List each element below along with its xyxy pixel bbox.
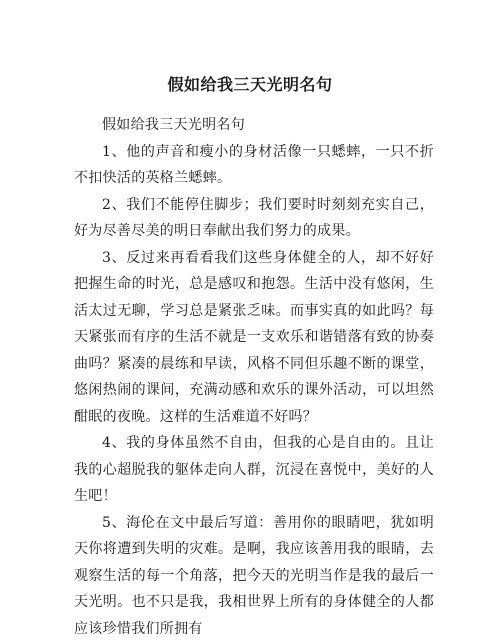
document-title: 假如给我三天光明名句 <box>0 74 500 96</box>
paragraph-subtitle: 假如给我三天光明名句 <box>74 112 434 139</box>
paragraph-quote-1: 1、他的声音和瘦小的身材活像一只蟋蟀，一只不折不扣快活的英格兰蟋蟀。 <box>74 139 434 192</box>
document-body <box>74 112 434 642</box>
paragraph-quote-2: 2、我们不能停住脚步；我们要时时刻刻充实自己，好为尽善尽美的明日奉献出我们努力的成果。 <box>74 192 434 245</box>
paragraph-quote-3: 3、反过来再看看我们这些身体健全的人，却不好好把握生命的时光，总是感叹和抱怨。生活中没有悠闲，生活太过无聊，学习总是紧张乏味。而事实真的如此吗？每天紧张而有序的生活不就是一支欢乐和谐错落有致的协奏曲吗？紧凑的晨练和早读，风格不同但乐趣不断的课堂，悠闲热闹的课间，充满动感和欢乐的课外活动，可以坦然酣眠的夜晚。这样的生活难道不好吗？ <box>74 245 434 431</box>
paragraph-quote-4: 4、我的身体虽然不自由，但我的心是自由的。且让我的心超脱我的躯体走向人群，沉浸在喜悦中，美好的人生吧！ <box>74 430 434 510</box>
paragraph-quote-5: 5、海伦在文中最后写道：善用你的眼睛吧，犹如明天你将遭到失明的灾难。是啊，我应该善用我的眼睛，去观察生活的每一个角落，把今天的光明当作是我的最后一天光明。也不只是我，我相世界上所有的身体健全的人都应该珍惜我们所拥有 <box>74 510 434 642</box>
